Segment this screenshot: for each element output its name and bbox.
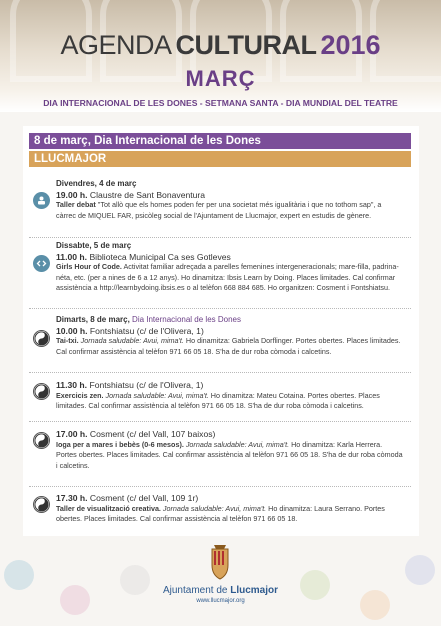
yin-yang-icon [33,383,50,400]
divider [29,237,411,238]
title-year: 2016 [320,30,381,60]
org-prefix: Ajuntament de [162,585,231,596]
event-desc: i calcetins. [56,460,90,470]
event-desc: Ho dinamitza: Mateu Cotaina. Portes obertes. Places [208,390,380,400]
divider [29,421,411,422]
event-time: 10.00 h. [56,325,88,336]
divider [29,486,411,487]
event-program: Jornada saludable: Avui, mima't. [103,390,209,400]
event-time: 11.00 h. [56,251,88,262]
page-title [0,30,441,61]
location-bar: LLUCMAJOR [29,151,411,167]
title-cultural: CULTURAL [175,30,317,60]
event-place: Cosment (c/ del Vall, 107 baixos) [89,429,216,439]
event-item [56,179,408,221]
event-desc: assistència a http://learnbydoing.ibsis.es o al telèfon 668 884 685. Ho organitzen: Cosment i Fontshiatsu. [56,283,391,292]
event-activity: Exercicis zen. [56,390,104,400]
event-desc: limitades. Cal confirmar assistència al telèfon 971 66 05 18. S'ha de dur roba còmoda i calcetins. [56,401,364,410]
code-icon [33,255,50,272]
yin-yang-icon [33,330,50,347]
yin-yang-icon [33,496,50,513]
org-name: Llucmajor [230,585,279,596]
event-desc: càrrec de MIQUEL FAR, psicòleg social de l'Ajuntament de Llucmajor, expert en estudis de gènere. [56,210,372,220]
event-desc: Cal confirmar assistència al telèfon 971 66 05 18. S'ha de dur roba còmoda i calcetins. [56,346,332,356]
event-desc: Activitat familiar adreçada a parelles femenines intergeneracionals; mare-filla, padrina- [121,262,399,271]
event-item [56,380,408,412]
event-program: Jornada saludable: Avui, mima't. [78,336,184,345]
divider [29,308,411,309]
event-activity: Taller debat [56,200,96,209]
section-title-bar: 8 de març, Dia Internacional de les Dones [29,133,411,149]
event-activity: Tai-txi. [56,336,79,345]
event-place: Cosment (c/ del Vall, 109 1r) [89,493,199,503]
event-time: 11.30 h. [56,380,88,390]
header-banner [0,0,441,112]
divider [29,372,411,373]
event-desc: obertes. Places limitades. Cal confirmar assistència al telèfon 971 66 05 18. [56,514,298,523]
org-url[interactable]: www.llucmajor.org [196,598,245,604]
event-time: 17.00 h. [56,429,88,439]
event-item [56,241,408,294]
event-desc: Ho dinamitza: Laura Serrano. Portes [266,503,385,513]
event-date-highlight: Dia Internacional de les Dones [129,315,241,324]
event-place: Biblioteca Municipal Ca ses Gotleves [89,251,231,262]
event-place: Fontshiatsu (c/ de l'Olivera, 1) [89,380,204,390]
event-program: Jornada saludable: Avui, mima't. [183,439,290,449]
title-agenda: AGENDA [60,30,172,60]
month-title: MARÇ [185,66,256,91]
event-place: Fontshiatsu (c/ de l'Olivera, 1) [89,325,204,336]
event-time: 19.00 h. [56,189,88,200]
event-activity: Ioga per a mares i bebès (0-6 mesos). [56,439,184,449]
yin-yang-icon [33,432,50,449]
event-item [56,429,408,471]
decorative-circle [405,555,435,585]
days-subtitle: DIA INTERNACIONAL DE LES DONES - SETMANA SANTA - DIA MUNDIAL DEL TEATRE [43,98,398,108]
event-date: Dimarts, 8 de març, [56,315,130,324]
event-item [56,315,408,357]
event-date: Divendres, 4 de març [56,179,137,188]
event-time: 17.30 h. [56,493,88,503]
event-activity: Taller de visualització creativa. [56,503,161,513]
event-item [56,493,408,525]
event-date: Dissabte, 5 de març [56,241,132,250]
event-program: Jornada saludable: Avui, mima't. [160,503,267,513]
organization-name [0,585,441,596]
event-desc: Portes obertes. Places limitades. Cal confirmar assistència al telèfon 971 66 05 18. S'ha de dur roba còmoda [56,450,403,459]
event-desc: "Tot allò que els homes poden fer per una societat més igualitària i que no tothom sap", a [95,200,382,209]
event-desc: Ho dinamitza: Gabriela Dorflinger. Portes obertes. Places limitades. [183,336,401,345]
event-place: Claustre de Sant Bonaventura [89,189,206,200]
event-desc: Ho dinamitza: Karla Herrera. [289,439,383,449]
conference-icon [33,192,50,209]
coat-of-arms-logo [198,545,242,583]
event-activity: Girls Hour of Code. [56,262,122,271]
event-desc: néta, etc. (per a nines de 6 a 12 anys). Ho dinamitza: Ibsis Learn by Doing. Places limitades. Cal confirmar [56,272,396,282]
